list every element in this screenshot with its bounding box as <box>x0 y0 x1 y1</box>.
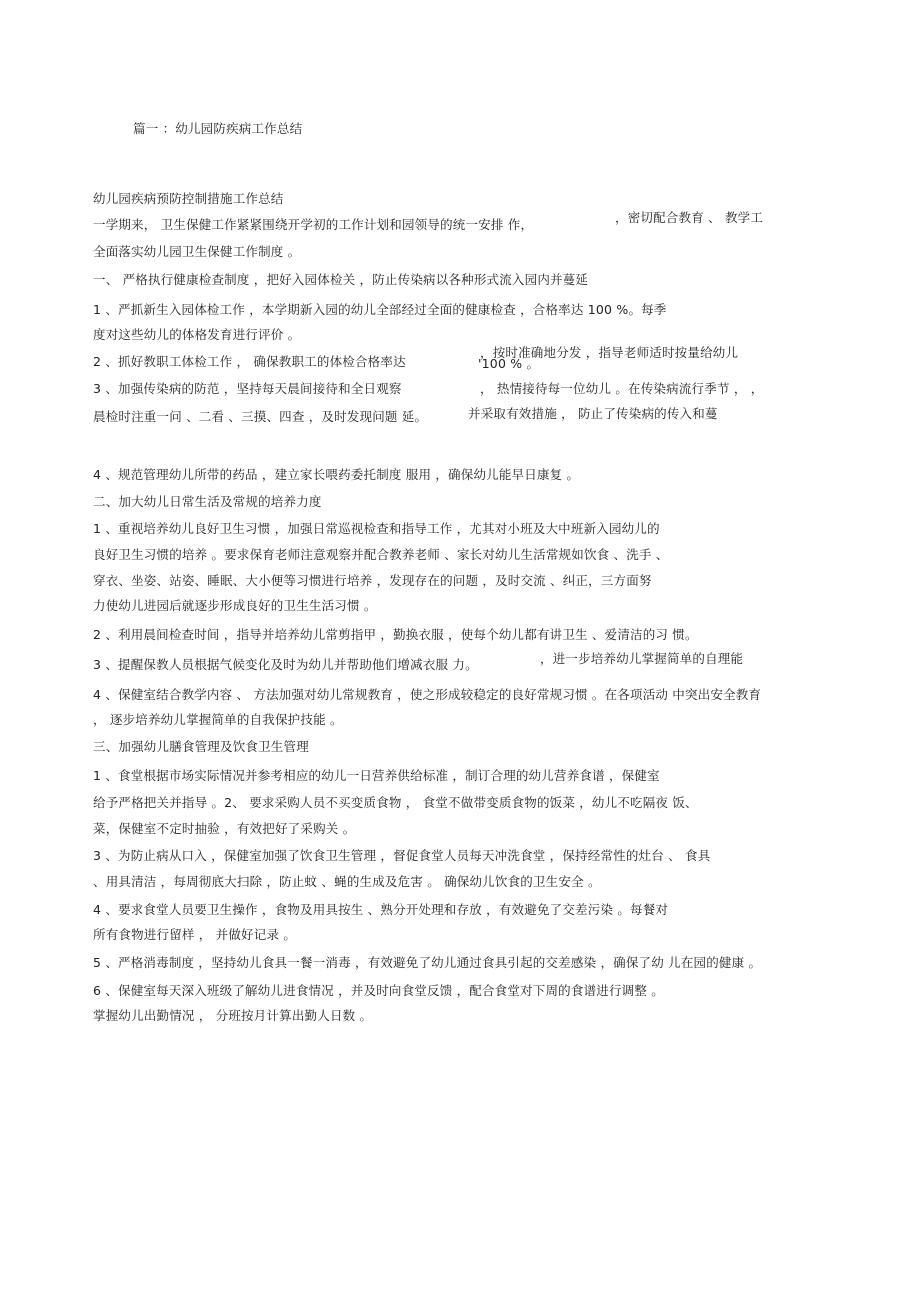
paragraph-line: 3 、为防止病从口入 ，保健室加强了饮食卫生管理 ，督促食堂人员每天冲洗食堂 ，保持经常性的灶台 、 食具 <box>93 848 711 863</box>
paragraph-line: 度对这些幼儿的体格发育进行评价 。 <box>93 327 301 342</box>
paragraph-line: 菜，保健室不定时抽验 ，有效把好了采购关 。 <box>93 821 356 836</box>
paragraph-line: 并采取有效措施 ， 防止了传染病的传入和蔓 <box>468 406 718 421</box>
paragraph-line: 2 、利用晨间检查时间 ，指导并培养幼儿常剪指甲 ，勤换衣服 ，使每个幼儿都有讲卫生 、爱清洁的习 惯。 <box>93 627 698 642</box>
paragraph-line: 、用具清洁 ，每周彻底大扫除 ，防止蚊 、蝇的生成及危害 。 确保幼儿饮食的卫生安全 。 <box>93 874 601 889</box>
document-subtitle: 幼儿园疾病预防控制措施工作总结 <box>93 191 284 206</box>
paragraph-line: 1 、食堂根据市场实际情况并参考相应的幼儿一日营养供给标准 ，制订合理的幼儿营养食谱 ，保健室 <box>93 768 660 783</box>
section-heading: 一、 严格执行健康检查制度 ，把好入园体检关 ，防止传染病以各种形式流入园内并蔓延 <box>93 272 589 287</box>
paragraph-line: ，密切配合教育 、 教学工 <box>615 210 764 225</box>
section-heading: 三、加强幼儿膳食管理及饮食卫生管理 <box>93 739 309 754</box>
paragraph-line: 力使幼儿进园后就逐步形成良好的卫生生活习惯 。 <box>93 598 377 613</box>
paragraph-line: 2 、抓好教职工体检工作 ， 确保教职工的体检合格率达 <box>93 354 406 369</box>
chapter-title: 篇一 ：幼儿园防疾病工作总结 <box>133 121 303 136</box>
paragraph-line: 4 、要求食堂人员要卫生操作 ，食物及用具按生 、熟分开处理和存放 ，有效避免了交差污染 。每餐对 <box>93 902 669 917</box>
paragraph-line: 3 、提醒保教人员根据气候变化及时为幼儿并帮助他们增减衣服 力。 <box>93 657 478 672</box>
paragraph-line: 6 、保健室每天深入班级了解幼儿进食情况 ，并及时向食堂反馈 ，配合食堂对下周的食谱进行调整 。 <box>93 983 664 998</box>
paragraph-line: 良好卫生习惯的培养 。要求保育老师注意观察并配合教养老师 、家长对幼儿生活常规如饮食 、洗手 、 <box>93 547 669 562</box>
paragraph-line: 穿衣、坐姿、站姿、睡眠、大小便等习惯进行培养 ，发现存在的问题 ，及时交流 、纠正，三方面努 <box>93 573 652 588</box>
paragraph-line: ， 逐步培养幼儿掌握简单的自我保护技能 。 <box>93 712 343 727</box>
paragraph-line: 晨检时注重一问 、二看 、三摸、四查 ，及时发现问题 延。 <box>93 409 428 424</box>
paragraph-line: '100 % 。 <box>478 356 540 371</box>
paragraph-line: ，进一步培养幼儿掌握简单的自理能 <box>540 651 744 666</box>
paragraph-line: 4 、规范管理幼儿所带的药品 ，建立家长喂药委托制度 服用 ，确保幼儿能早日康复 。 <box>93 467 580 482</box>
paragraph-line: 1 、重视培养幼儿良好卫生习惯 ，加强日常巡视检查和指导工作 ，尤其对小班及大中班新入园幼儿的 <box>93 521 660 536</box>
paragraph-line: ， 热情接待每一位幼儿 。在传染病流行季节 ， ， <box>480 381 764 396</box>
paragraph-line: ，按时准确地分发 ，指导老师适时按量给幼儿 <box>480 345 739 360</box>
paragraph-line: 掌握幼儿出勤情况 ， 分班按月计算出勤人日数 。 <box>93 1008 373 1023</box>
section-heading: 二、加大幼儿日常生活及常规的培养力度 <box>93 494 322 509</box>
paragraph-line: 4 、保健室结合教学内容 、 方法加强对幼儿常规教育 ，使之形成较稳定的良好常规习惯 。在各项活动 中突出安全教育 <box>93 687 762 702</box>
paragraph-line: 一学期来， 卫生保健工作紧紧围绕开学初的工作计划和园领导的统一安排 作， <box>93 217 534 232</box>
paragraph-line: 给予严格把关并指导 。2、 要求采购人员不买变质食物 ， 食堂不做带变质食物的饭菜 ，幼儿不吃隔夜 饭、 <box>93 795 698 810</box>
paragraph-line: 所有食物进行留样 ， 并做好记录 。 <box>93 927 297 942</box>
paragraph-line: 1 、严抓新生入园体检工作 ，本学期新入园的幼儿全部经过全面的健康检查 ，合格率达 100 %。每季 <box>93 302 667 317</box>
paragraph-line: 全面落实幼儿园卫生保健工作制度 。 <box>93 244 301 259</box>
paragraph-line: 5 、严格消毒制度 ，坚持幼儿食具一餐一消毒 ，有效避免了幼儿通过食具引起的交差感染 ，确保了幼 儿在园的健康 。 <box>93 955 762 970</box>
paragraph-line: 3 、加强传染病的防范 ，坚持每天晨间接待和全日观察 <box>93 381 402 396</box>
